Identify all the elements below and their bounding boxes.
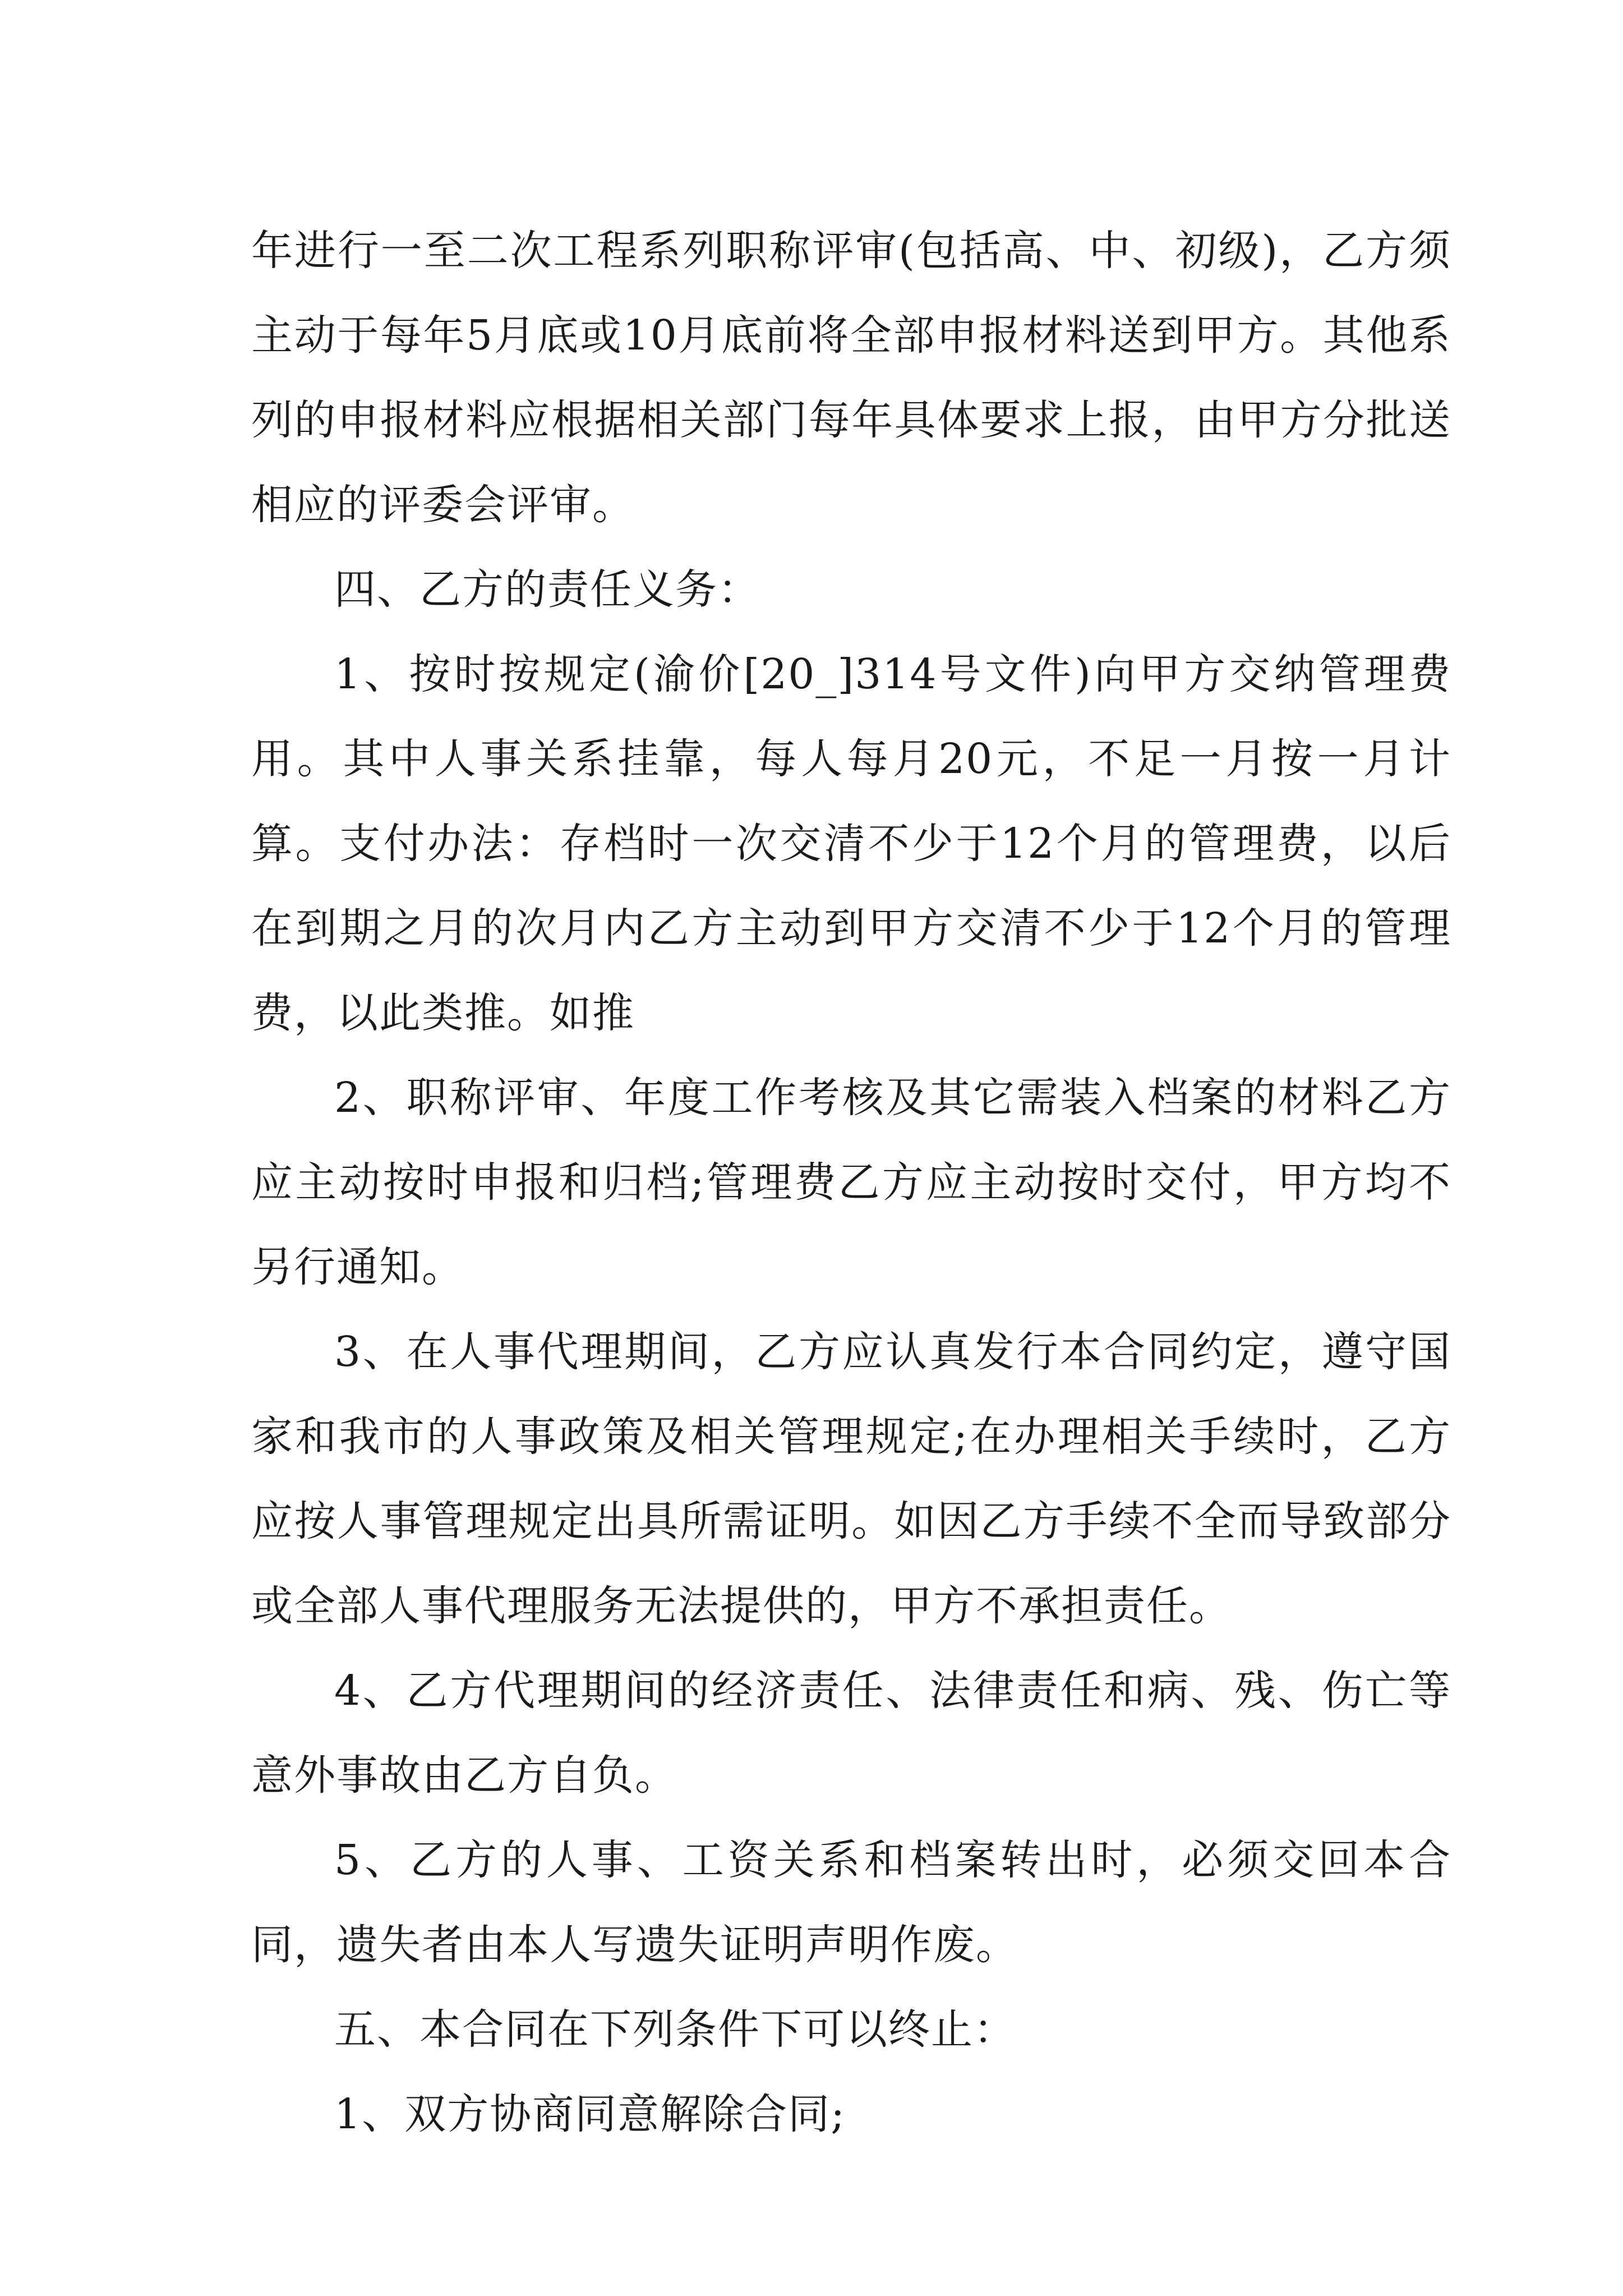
section-heading-4: 四、乙方的责任义务： bbox=[334, 565, 760, 614]
paragraph-duty-1: 1、按时按规定(渝价[20_]314号文件)向甲方交纳管理费用。其中人事关系挂靠，每人每月20元，不足一月按一月计算。支付办法：存档时一次交清不少于12个月的管理费，以后在到期之月的次月内乙方主动到甲方交清不少于12个月的管理费，以此类推。如推 bbox=[251, 650, 1451, 1037]
paragraph-termination-1: 1、双方协商同意解除合同; bbox=[334, 2090, 846, 2138]
paragraph-continuation: 年进行一至二次工程系列职称评审(包括高、中、初级)，乙方须主动于每年5月底或10月底前将全部申报材料送到甲方。其他系列的申报材料应根据相关部门每年具体要求上报，由甲方分批送相应的评委会评审。 bbox=[251, 227, 1451, 529]
paragraph-duty-4: 4、乙方代理期间的经济责任、法律责任和病、残、伤亡等意外事故由乙方自负。 bbox=[251, 1667, 1451, 1800]
document-body bbox=[251, 209, 1451, 2157]
paragraph-duty-5: 5、乙方的人事、工资关系和档案转出时，必须交回本合同，遗失者由本人写遗失证明声明作废。 bbox=[251, 1836, 1451, 1969]
paragraph-duty-3: 3、在人事代理期间，乙方应认真发行本合同约定，遵守国家和我市的人事政策及相关管理规定;在办理相关手续时，乙方应按人事管理规定出具所需证明。如因乙方手续不全而导致部分或全部人事代理服务无法提供的，甲方不承担责任。 bbox=[251, 1328, 1451, 1630]
section-heading-5: 五、本合同在下列条件下可以终止： bbox=[334, 2005, 1016, 2054]
paragraph-duty-2: 2、职称评审、年度工作考核及其它需装入档案的材料乙方应主动按时申报和归档;管理费乙方应主动按时交付，甲方均不另行通知。 bbox=[251, 1074, 1451, 1291]
